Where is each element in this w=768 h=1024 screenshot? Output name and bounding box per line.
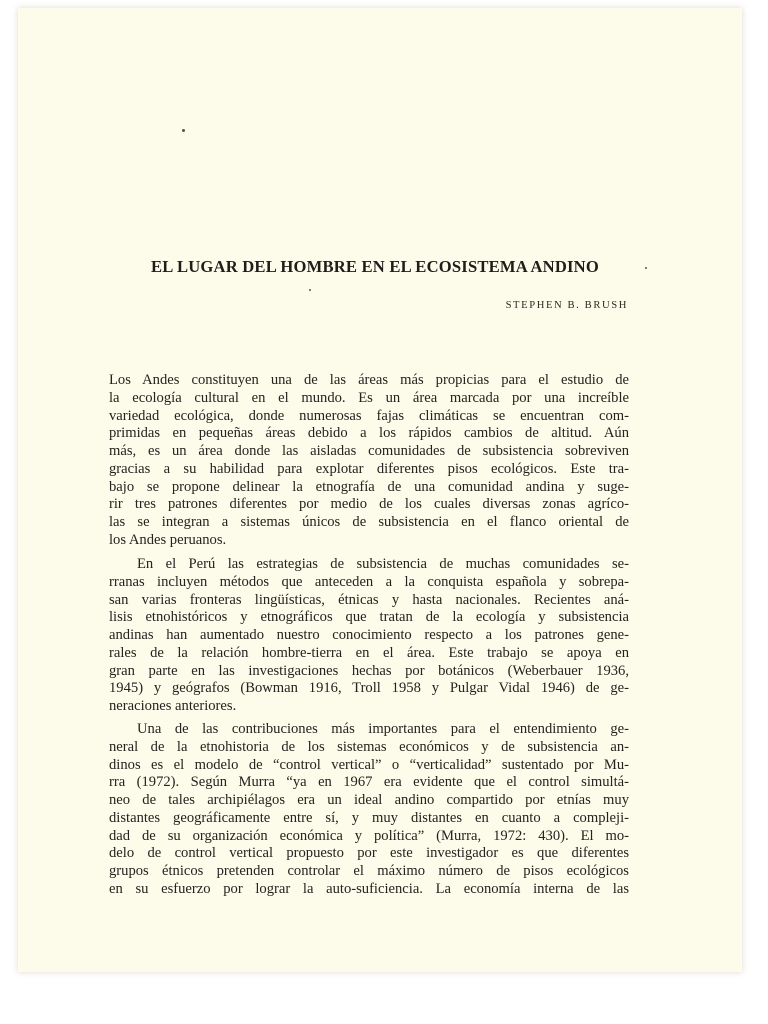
- paragraph-2: [109, 556, 629, 716]
- text-line: dinos es el modelo de “control vertical” o “verticalidad” sustentado por Mu-: [109, 756, 629, 773]
- text-line: san varias fronteras lingüísticas, étnicas y hasta nacionales. Recientes aná-: [109, 591, 629, 608]
- text-line: Los Andes constituyen una de las áreas más propicias para el estudio de: [109, 372, 629, 388]
- text-line: 1945) y geógrafos (Bowman 1916, Troll 1958 y Pulgar Vidal 1946) de ge-: [109, 680, 629, 697]
- text-line: En el Perú las estrategias de subsistencia de muchas comunidades se-: [137, 556, 629, 572]
- text-line: rir tres patrones diferentes por medio de los cuales diversas zonas agríco-: [109, 496, 629, 513]
- text-line: lisis etnohistóricos y etnográficos que tratan de la ecología y subsistencia: [109, 609, 629, 626]
- text-line: los Andes peruanos.: [109, 531, 227, 548]
- article-title: EL LUGAR DEL HOMBRE EN EL ECOSISTEMA ANDINO: [151, 257, 599, 276]
- text-line: andinas han aumentado nuestro conocimiento respecto a los patrones gene-: [109, 627, 629, 643]
- text-line: rales de la relación hombre-tierra en el área. Este trabajo se apoya en: [109, 644, 629, 661]
- page: [18, 8, 742, 972]
- text-line: neral de la etnohistoria de los sistemas económicos y de subsistencia an-: [109, 738, 629, 755]
- text-line: neraciones anteriores.: [109, 698, 237, 714]
- text-line: bajo se propone delinear la etnografía de una comunidad andina y suge-: [109, 478, 629, 495]
- text-line: gran parte en las investigaciones hechas por botánicos (Weberbauer 1936,: [109, 662, 629, 679]
- text-line: neo de tales archipiélagos era un ideal andino compartido por etnías muy: [109, 792, 629, 808]
- text-line: grupos étnicos pretenden controlar el máximo número de pisos ecológicos: [109, 863, 629, 879]
- text-line: gracias a su habilidad para explotar diferentes pisos ecológicos. Este tra-: [109, 460, 629, 477]
- article-author: STEPHEN B. BRUSH: [505, 300, 628, 311]
- ink-speck: [309, 289, 311, 291]
- text-line: rra (1972). Según Murra “ya en 1967 era evidente que el control simultá-: [109, 774, 629, 791]
- text-line: variedad ecológica, donde numerosas fajas climáticas se encuentran com-: [109, 407, 629, 424]
- text-line: delo de control vertical propuesto por este investigador es que diferentes: [109, 845, 629, 862]
- text-line: distantes geográficamente entre sí, y muy distantes en cuanto a compleji-: [109, 809, 629, 826]
- text-line: las se integran a sistemas únicos de subsistencia en el flanco oriental de: [109, 514, 629, 530]
- text-line: dad de su organización económica y política” (Murra, 1972: 430). El mo-: [109, 827, 629, 844]
- text-line: más, es un área donde las aisladas comunidades de subsistencia sobreviven: [109, 443, 629, 459]
- ink-speck: [182, 129, 185, 132]
- text-line: la ecología cultural en el mundo. Es un área marcada por una increíble: [109, 389, 629, 406]
- paragraph-1: [109, 372, 629, 550]
- text-line: primidas en pequeñas áreas debido a los rápidos cambios de altitud. Aún: [109, 425, 629, 442]
- text-line: rranas incluyen métodos que anteceden a la conquista española y sobrepa-: [109, 573, 629, 590]
- text-line: Una de las contribuciones más importantes para el entendimiento ge-: [137, 721, 629, 737]
- paragraph-3: [109, 721, 629, 899]
- text-line: en su esfuerzo por lograr la auto-suficiencia. La economía interna de las: [109, 880, 629, 897]
